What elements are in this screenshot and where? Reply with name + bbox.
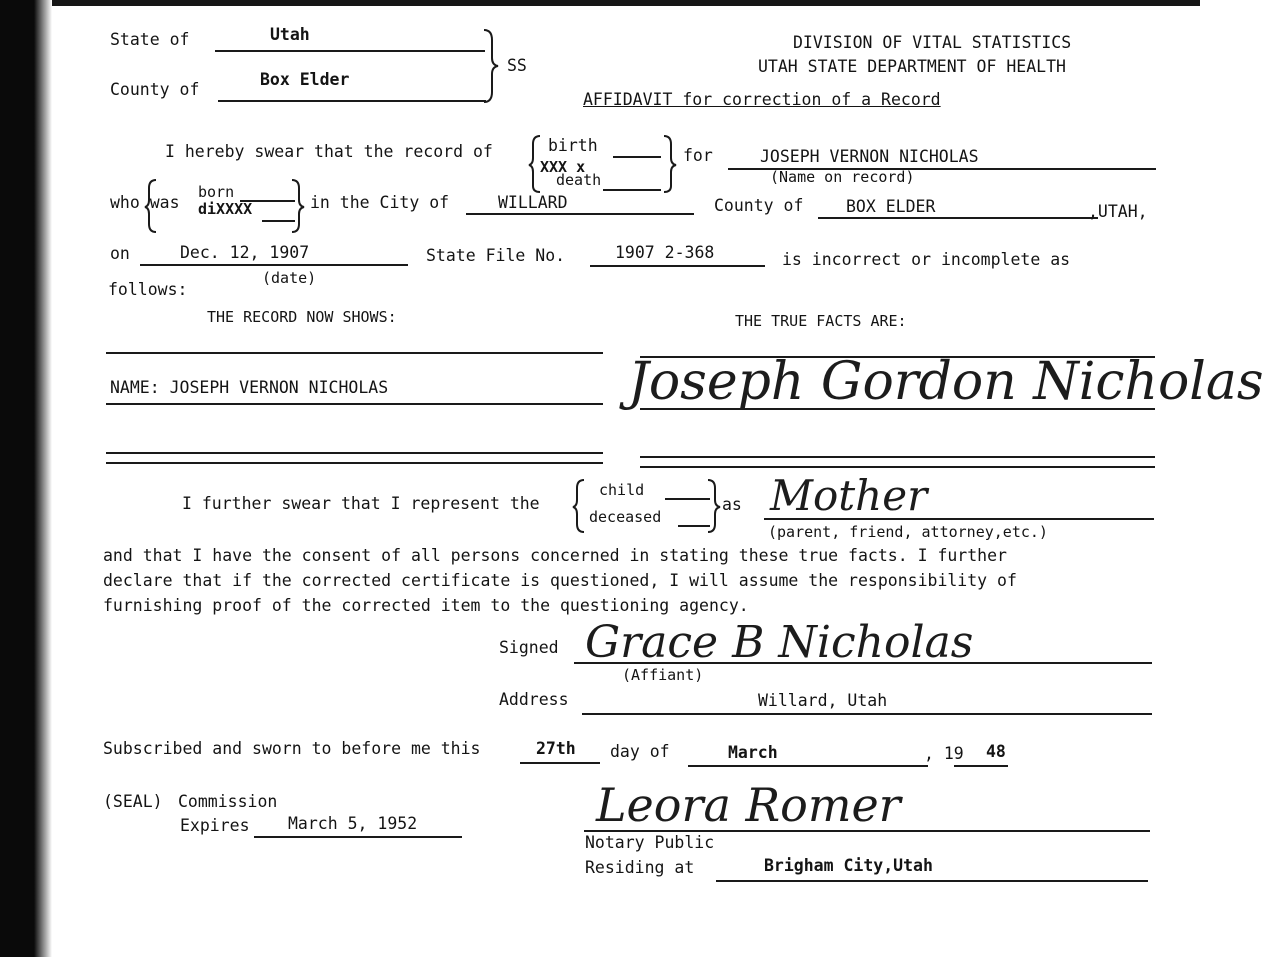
day-of-label: day of — [610, 742, 670, 761]
in-city-label: in the City of — [310, 193, 450, 212]
scan-edge-fade — [34, 0, 52, 957]
affiant-caption: (Affiant) — [622, 666, 704, 684]
state-label: State of — [110, 30, 190, 49]
state-file-label: State File No. — [426, 246, 566, 265]
true-facts-header: THE TRUE FACTS ARE: — [735, 312, 907, 330]
affidavit-title: AFFIDAVIT for correction of a Record — [583, 90, 941, 109]
sworn-year-line — [954, 765, 1008, 767]
record-date: Dec. 12, 1907 — [180, 243, 310, 262]
true-facts-name-handwritten: Joseph Gordon Nicholas — [628, 352, 1264, 412]
record-line-3-left — [106, 452, 603, 454]
follows-label: follows: — [108, 280, 188, 299]
death-option: death — [556, 171, 602, 189]
signed-line — [574, 662, 1152, 664]
county-of-label: County of — [714, 196, 804, 215]
residence-value: Brigham City,Utah — [764, 856, 933, 875]
birth-option: birth — [548, 136, 598, 155]
record-line-3-right — [640, 456, 1155, 458]
notary-signature-line — [584, 830, 1150, 832]
role-line — [764, 518, 1154, 520]
record-shows-name: NAME: JOSEPH VERNON NICHOLAS — [110, 378, 389, 397]
scan-left-edge — [0, 0, 38, 957]
child-brace-right — [706, 478, 722, 534]
residence-line — [716, 880, 1148, 882]
expires-date: March 5, 1952 — [288, 814, 418, 833]
born-option: born — [198, 183, 235, 201]
file-number-line — [590, 265, 765, 267]
child-brace-left — [572, 478, 588, 534]
county-field-line — [818, 217, 1098, 219]
city-line — [466, 213, 694, 215]
utah-suffix: ,UTAH, — [1088, 202, 1148, 221]
consent-line-1: and that I have the consent of all persons concerned in stating these true facts. I further — [103, 546, 1007, 565]
ss-label: SS — [507, 56, 527, 75]
county-field-value: BOX ELDER — [846, 197, 936, 216]
deceased-option: deceased — [589, 508, 662, 526]
city-value: WILLARD — [498, 193, 568, 212]
record-line-1-left — [106, 352, 603, 354]
represent-intro: I further swear that I represent the — [182, 494, 540, 513]
division-title: DIVISION OF VITAL STATISTICS — [793, 33, 1072, 52]
who-label: who was — [110, 193, 180, 212]
record-line-4-right — [640, 466, 1155, 468]
date-caption: (date) — [262, 269, 317, 287]
sworn-year: 48 — [986, 742, 1006, 761]
affiant-signature: Grace B Nicholas — [585, 617, 974, 668]
child-option: child — [599, 481, 645, 499]
name-on-record: JOSEPH VERNON NICHOLAS — [760, 147, 979, 166]
role-caption: (parent, friend, attorney,etc.) — [768, 523, 1048, 541]
born-died-brace-left — [144, 178, 160, 234]
record-line-4-left — [106, 462, 603, 464]
death-line — [603, 189, 661, 191]
for-label: for — [683, 146, 713, 165]
residing-label: Residing at — [585, 858, 695, 877]
incorrect-text: is incorrect or incomplete as — [782, 250, 1071, 269]
sworn-day-line — [520, 762, 600, 764]
record-shows-header: THE RECORD NOW SHOWS: — [207, 308, 397, 326]
as-label: as — [722, 495, 742, 514]
died-strikeout: diXXXX — [198, 200, 253, 218]
birth-death-brace-right — [662, 134, 678, 194]
year-prefix: , 19 — [924, 744, 964, 763]
expires-line — [254, 836, 462, 838]
consent-line-3: furnishing proof of the corrected item to the questioning agency. — [103, 596, 749, 615]
name-caption: (Name on record) — [770, 168, 915, 186]
notary-signature: Leora Romer — [596, 778, 901, 832]
on-label: on — [110, 244, 130, 263]
expires-label: Expires — [180, 816, 250, 835]
sworn-month: March — [728, 743, 778, 762]
swear-intro: I hereby swear that the record of — [165, 142, 493, 161]
address-value: Willard, Utah — [758, 691, 888, 710]
department-title: UTAH STATE DEPARTMENT OF HEALTH — [758, 57, 1066, 76]
death-strikeout: XXX x — [540, 158, 586, 176]
signed-label: Signed — [499, 638, 559, 657]
state-line — [215, 50, 485, 52]
state-value: Utah — [270, 25, 310, 44]
county-line — [218, 100, 486, 102]
state-file-number: 1907 2-368 — [615, 243, 715, 262]
county-value: Box Elder — [260, 70, 350, 89]
sworn-day: 27th — [536, 739, 576, 758]
born-died-brace-right — [290, 178, 306, 234]
header-brace — [480, 28, 500, 104]
seal-label: (SEAL) — [103, 792, 163, 811]
address-line — [582, 713, 1152, 715]
child-line — [665, 498, 710, 500]
scan-top-shadow — [0, 0, 1200, 6]
sworn-text: Subscribed and sworn to before me this — [103, 739, 481, 758]
sworn-month-line — [688, 765, 928, 767]
date-line — [140, 264, 408, 266]
birth-line — [613, 156, 661, 158]
commission-label: Commission — [178, 792, 278, 811]
consent-line-2: declare that if the corrected certificate is questioned, I will assume the responsibility of — [103, 571, 1017, 590]
address-label: Address — [499, 690, 569, 709]
notary-public-label: Notary Public — [585, 833, 715, 852]
role-handwritten: Mother — [770, 471, 928, 520]
record-line-2-left — [106, 403, 603, 405]
county-label: County of — [110, 80, 200, 99]
